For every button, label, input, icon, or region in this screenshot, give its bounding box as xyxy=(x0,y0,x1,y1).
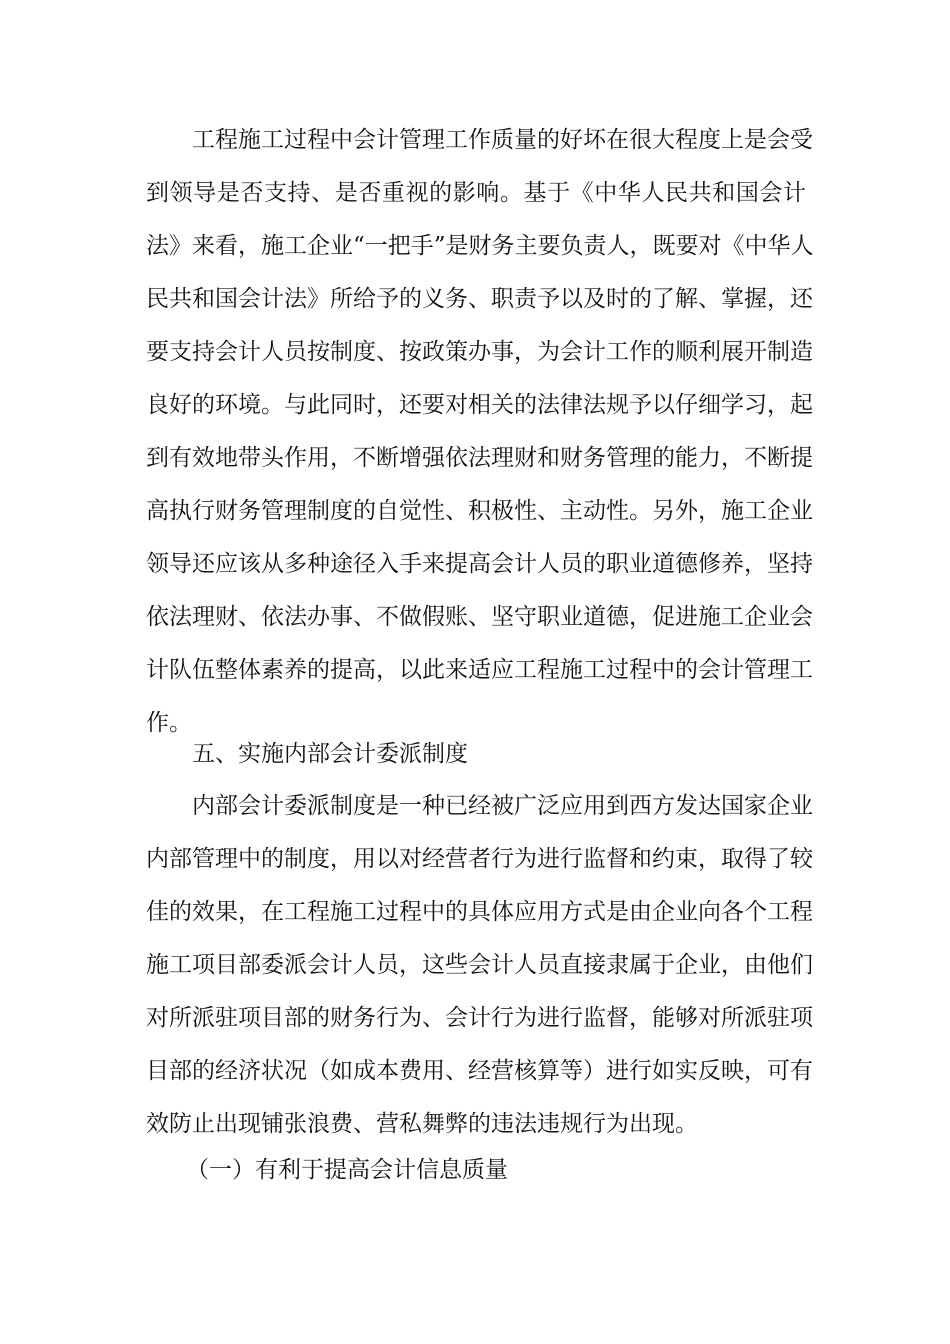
text-line: 作。 xyxy=(146,710,192,736)
text-line: 施工项目部委派会计人员，这些会计人员直接隶属于企业，由他们 xyxy=(146,952,813,978)
text-line: 领导还应该从多种途径入手来提高会计人员的职业道德修养，坚持 xyxy=(146,551,813,577)
text-line: 工程施工过程中会计管理工作质量的好坏在很大程度上是会受 xyxy=(192,127,813,153)
text-line: 民共和国会计法》所给予的义务、职责予以及时的了解、掌握，还 xyxy=(146,286,813,312)
text-line: 高执行财务管理制度的自觉性、积极性、主动性。另外，施工企业 xyxy=(146,498,813,524)
text-line: 内部会计委派制度是一种已经被广泛应用到西方发达国家企业 xyxy=(192,793,813,819)
text-line: 法》来看，施工企业“一把手”是财务主要负责人，既要对《中华人 xyxy=(146,233,814,259)
subsection-heading: （一）有利于提高会计信息质量 xyxy=(186,1157,508,1183)
text-line: 目部的经济状况（如成本费用、经营核算等）进行如实反映，可有 xyxy=(146,1058,813,1084)
text-line: 效防止出现铺张浪费、营私舞弊的违法违规行为出现。 xyxy=(146,1111,698,1137)
text-line: 到领导是否支持、是否重视的影响。基于《中华人民共和国会计 xyxy=(146,180,806,206)
text-line: 要支持会计人员按制度、按政策办事，为会计工作的顺利展开制造 xyxy=(146,339,813,365)
text-line: 良好的环境。与此同时，还要对相关的法律法规予以仔细学习，起 xyxy=(146,392,813,418)
text-line: 计队伍整体素养的提高，以此来适应工程施工过程中的会计管理工 xyxy=(146,657,813,683)
text-line: 依法理财、依法办事、不做假账、坚守职业道德，促进施工企业会 xyxy=(146,604,813,630)
section-heading: 五、实施内部会计委派制度 xyxy=(192,741,468,767)
text-line: 到有效地带头作用，不断增强依法理财和财务管理的能力，不断提 xyxy=(146,445,813,471)
text-line: 佳的效果，在工程施工过程中的具体应用方式是由企业向各个工程 xyxy=(146,899,813,925)
text-line: 内部管理中的制度，用以对经营者行为进行监督和约束，取得了较 xyxy=(146,846,813,872)
text-line: 对所派驻项目部的财务行为、会计行为进行监督，能够对所派驻项 xyxy=(146,1005,813,1031)
